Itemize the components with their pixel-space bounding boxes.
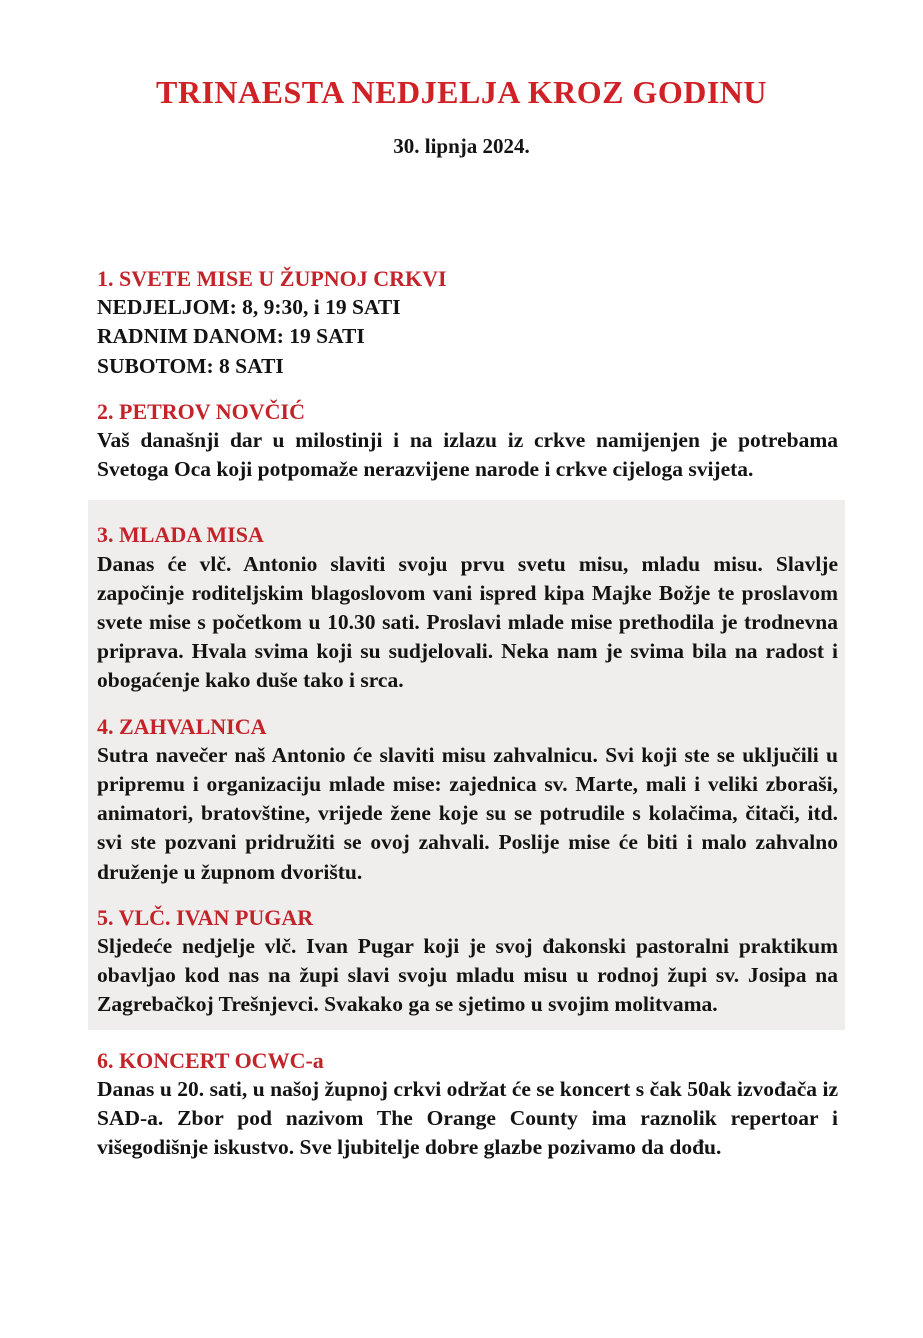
section-heading: 6. KONCERT OCWC-a — [97, 1047, 324, 1073]
section-mass-schedule — [97, 264, 838, 381]
gray-highlight-panel — [88, 500, 845, 1029]
section-paragraph: Danas u 20. sati, u našoj župnoj crkvi održat će se koncert s čak 50ak izvođača iz SAD-a. Zbor pod nazivom The Orange County ima raznolik repertoar i višegodišnje iskustvo. Sve ljubitelje dobre glazbe pozivamo da dođu. — [97, 1076, 838, 1160]
mass-time-weekday: RADNIM DANOM: 19 SATI — [97, 324, 365, 349]
section-heading: 2. PETROV NOVČIĆ — [97, 398, 306, 424]
section-ivan-pugar — [97, 903, 838, 1020]
page-date: 30. lipnja 2024. — [393, 134, 530, 158]
section-paragraph: Sutra navečer naš Antonio će slaviti misu zahvalnicu. Svi koji ste se uključili u pripremu i organizaciju mlade mise: zajednica sv. Marte, mali i veliki zboraši, animatori, bratovštine, vrijede žene koje su se potrudile s kolačima, čitači, itd. svi ste pozvani pridružiti se ovoj zahvali. Poslije mise će biti i malo zahvalno druženje u župnom dvorištu. — [97, 742, 838, 884]
page-title: TRINAESTA NEDJELJA KROZ GODINU — [156, 74, 767, 110]
section-paragraph: Vaš današnji dar u milostinji i na izlazu iz crkve namijenjen je potrebama Svetoga Oca koji potpomaže nerazvijene narode i crkve cijeloga svijeta. — [97, 428, 838, 482]
section-petrov-novcic — [97, 397, 838, 485]
section-paragraph: Danas će vlč. Antonio slaviti svoju prvu svetu misu, mladu misu. Slavlje započinje roditeljskim blagoslovom vani ispred kipa Majke Božje te proslavom svete mise s početkom u 10.30 sati. Proslavi mlade mise prethodila je trodnevna priprava. Hvala svima koji su sudjelovali. Neka nam je svima bila na radost i obogaćenje kako duše tako i srca. — [97, 551, 838, 693]
mass-time-sunday: NEDJELJOM: 8, 9:30, i 19 SATI — [97, 295, 401, 320]
section-heading: 3. MLADA MISA — [97, 522, 264, 548]
section-heading: 1. SVETE MISE U ŽUPNOJ CRKVI — [97, 266, 447, 291]
section-paragraph: Sljedeće nedjelje vlč. Ivan Pugar koji je svoj đakonski pastoralni praktikum obavljao kod nas na župi slavi svoju mladu misu u rodnoj župi sv. Josipa na Zagrebačkoj Trešnjevci. Svakako ga se sjetimo u svojim molitvama. — [97, 934, 838, 1017]
section-heading: 4. ZAHVALNICA — [97, 713, 267, 739]
section-mlada-misa — [97, 520, 838, 695]
mass-time-saturday: SUBOTOM: 8 SATI — [97, 353, 284, 378]
section-zahvalnica — [97, 712, 838, 887]
bulletin-content — [97, 264, 838, 1162]
section-koncert — [97, 1046, 838, 1163]
section-heading: 5. VLČ. IVAN PUGAR — [97, 904, 314, 930]
